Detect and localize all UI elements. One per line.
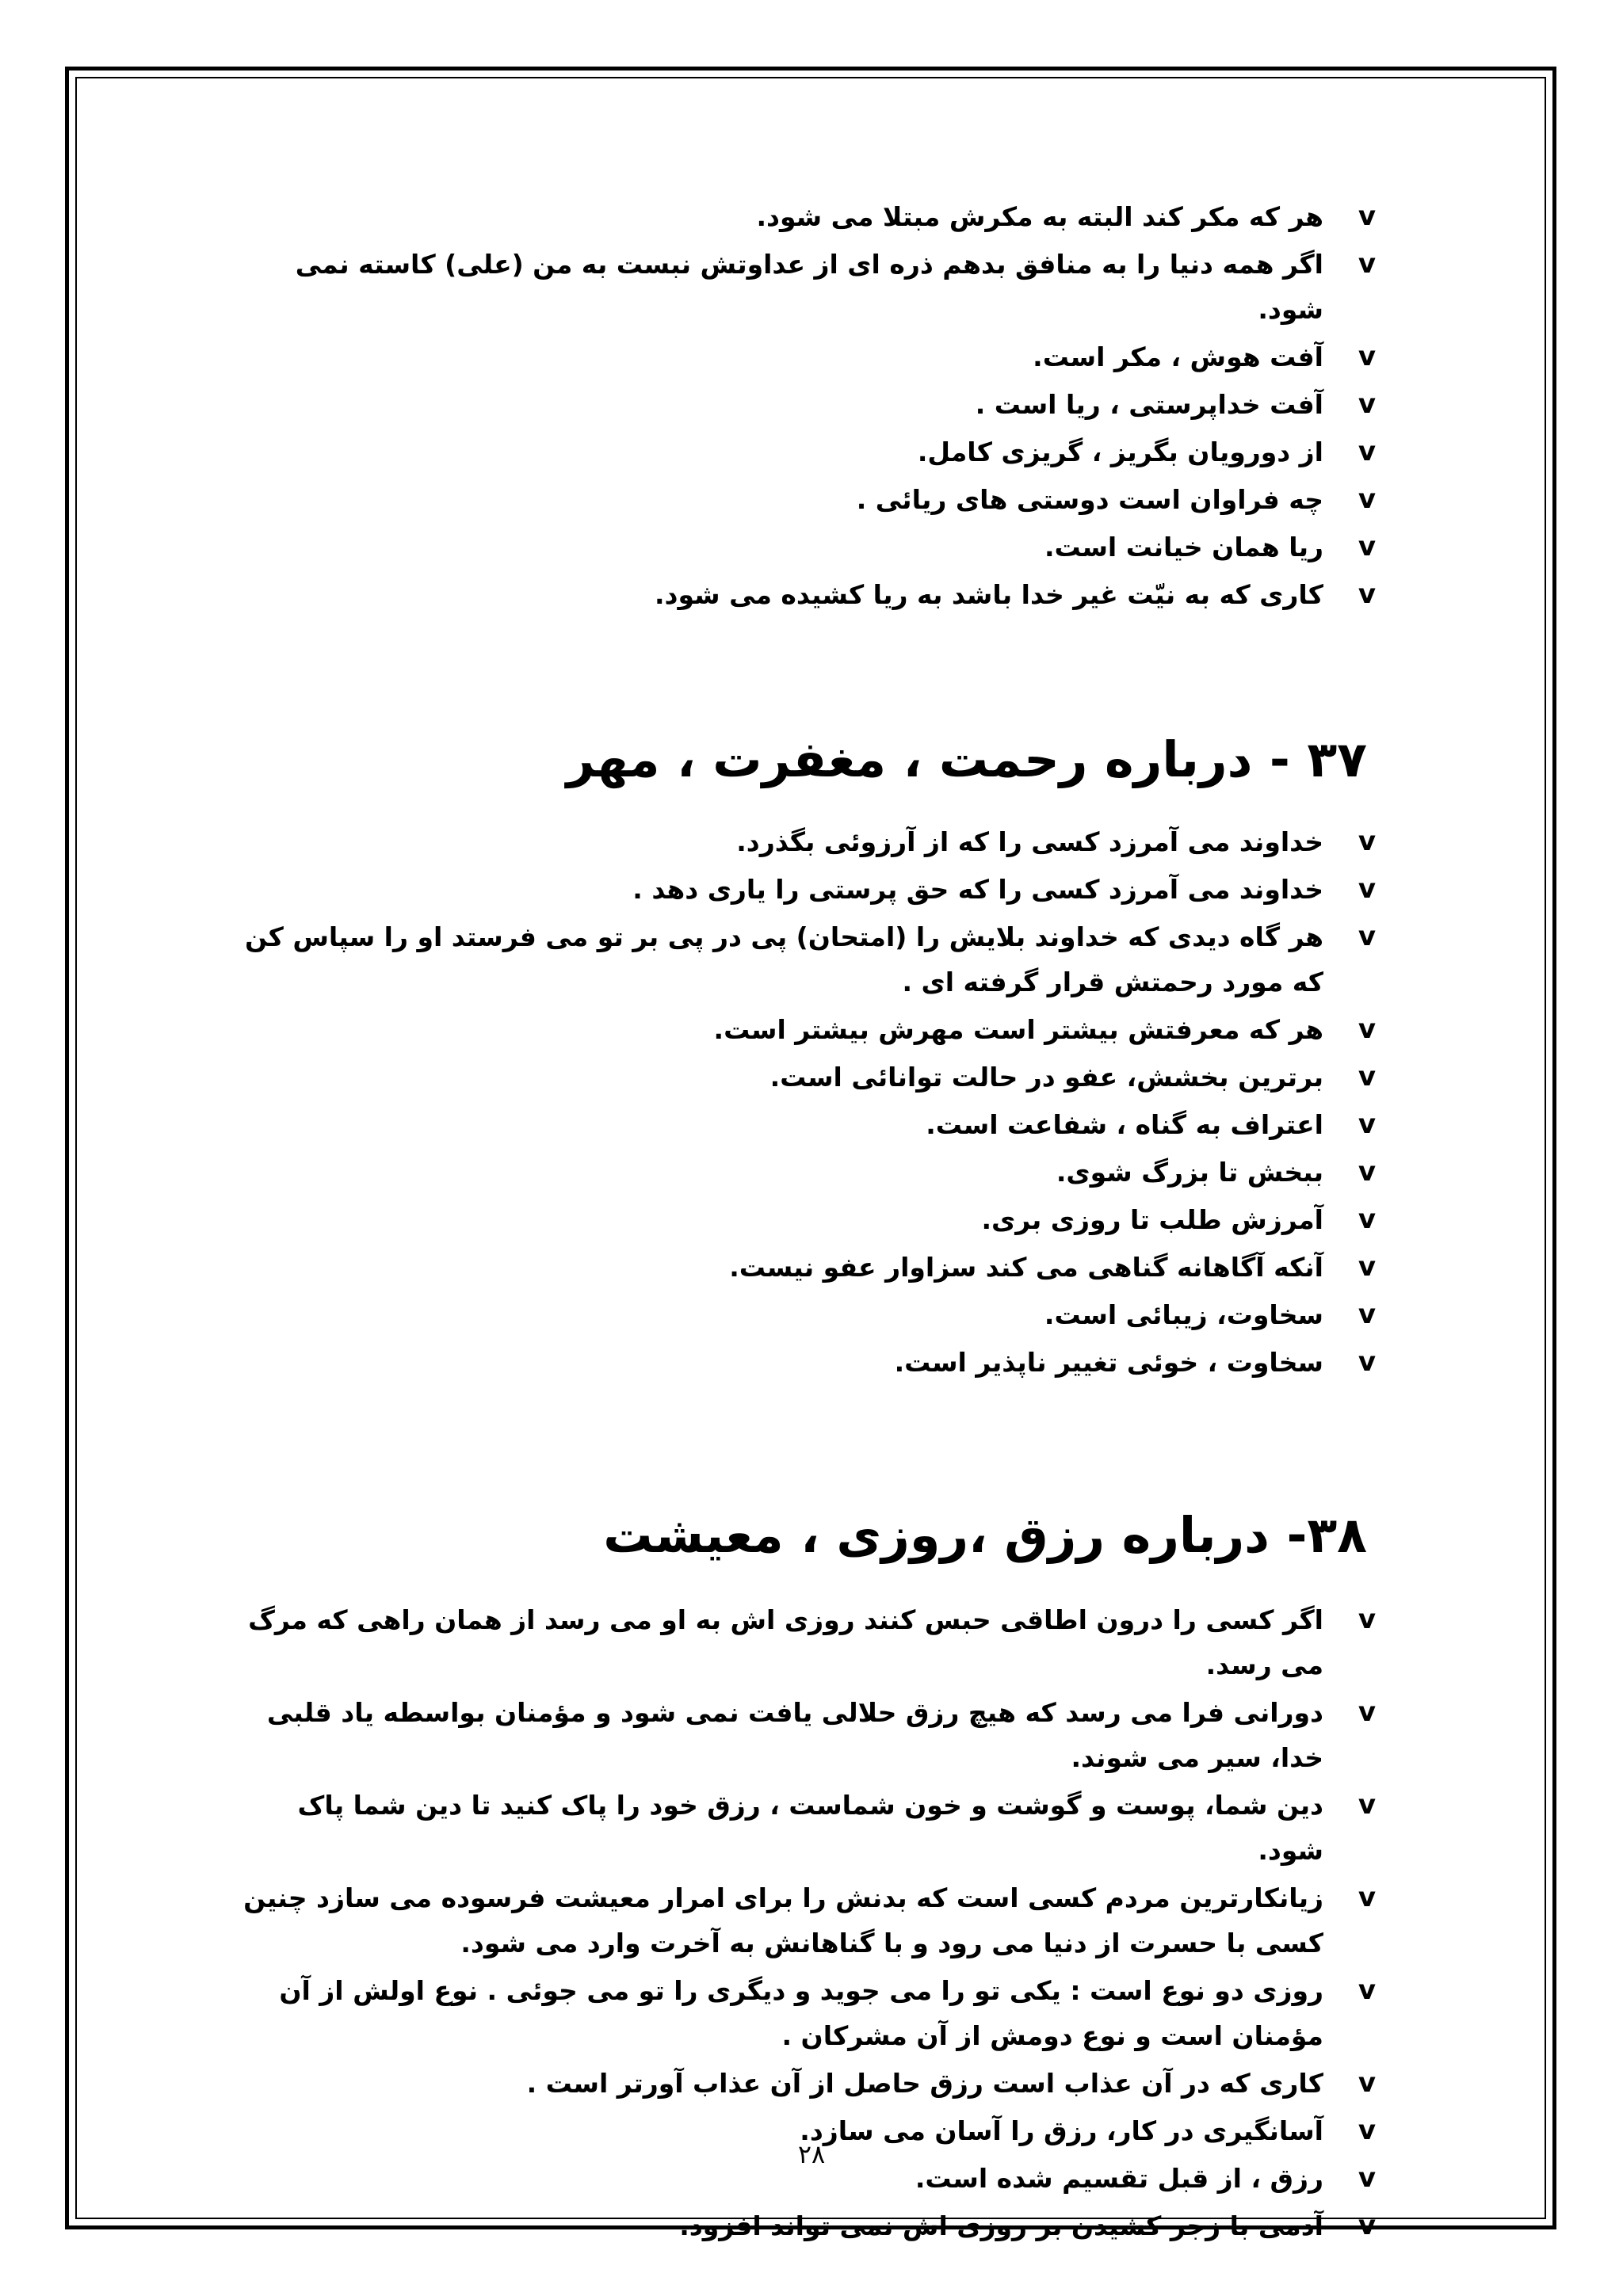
list-item — [230, 194, 1383, 239]
list-item-text: سخاوت، زیبائی است. — [1044, 1299, 1323, 1330]
list-item-text: آفت خداپرستی ، ریا است . — [975, 389, 1323, 420]
list-item — [230, 524, 1383, 570]
list-item-text: کاری که به نیّت غیر خدا باشد به ریا کشیده می شود. — [655, 579, 1323, 610]
list-item-text: سخاوت ، خوئی تغییر ناپذیر است. — [894, 1347, 1323, 1378]
check-bullet-icon: v — [1358, 436, 1377, 467]
check-bullet-icon: v — [1358, 483, 1377, 515]
list-item — [230, 429, 1383, 475]
list-item — [230, 1597, 1383, 1688]
list-item — [230, 819, 1383, 864]
check-bullet-icon: v — [1358, 248, 1377, 280]
list-item — [230, 1150, 1383, 1195]
list-item — [230, 867, 1383, 912]
list-item — [230, 242, 1383, 332]
list-item — [230, 1968, 1383, 2058]
check-bullet-icon: v — [1358, 1203, 1377, 1235]
list-item — [230, 2061, 1383, 2106]
list-item-text: از دورویان بگریز ، گریزی کامل. — [917, 437, 1323, 467]
check-bullet-icon: v — [1358, 200, 1377, 232]
list-item-text: ریا همان خیانت است. — [1044, 532, 1323, 563]
check-bullet-icon: v — [1358, 1789, 1377, 1821]
check-bullet-icon: v — [1358, 2162, 1377, 2194]
page-content — [230, 194, 1383, 2251]
check-bullet-icon: v — [1358, 826, 1377, 857]
list-item-text: دورانی فرا می رسد که هیچ رزق حلالی یافت نمی شود و مؤمنان بواسطه یاد قلبی خدا، سیر می شوند. — [266, 1697, 1323, 1773]
check-bullet-icon: v — [1358, 1604, 1377, 1635]
check-bullet-icon: v — [1358, 1974, 1377, 2006]
list-item-text: ببخش تا بزرگ شوی. — [1056, 1157, 1323, 1188]
list-item — [230, 334, 1383, 379]
list-item-text: برترین بخشش، عفو در حالت توانائی است. — [769, 1062, 1323, 1093]
check-bullet-icon: v — [1358, 1108, 1377, 1140]
list-item-text: زیانکارترین مردم کسی است که بدنش را برای امرار معیشت فرسوده می سازد چنین کسی با حسرت از دنیا می رود و با گناهانش به آخرت وارد می شود. — [243, 1882, 1323, 1958]
check-bullet-icon: v — [1358, 341, 1377, 372]
list-item-text: دین شما، پوست و گوشت و خون شماست ، رزق خود را پاک کنید تا دین شما پاک شود. — [297, 1790, 1323, 1866]
check-bullet-icon: v — [1358, 578, 1377, 610]
list-item-text: آدمی با زجر کشیدن بر روزی اش نمی تواند افزود. — [679, 2210, 1323, 2241]
intro-list — [230, 194, 1383, 617]
list-item — [230, 1292, 1383, 1337]
list-item-text: اعتراف به گناه ، شفاعت است. — [926, 1109, 1323, 1140]
check-bullet-icon: v — [1358, 388, 1377, 420]
list-item — [230, 2203, 1383, 2248]
list-item — [230, 1055, 1383, 1100]
list-item-text: روزی دو نوع است : یکی تو را می جوید و دیگری را تو می جوئی . نوع اولش از آن مؤمنان است و نوع دومش از آن مشرکان . — [279, 1975, 1323, 2051]
list-item-text: هر گاه دیدی که خداوند بلایش را (امتحان) پی در پی بر تو می فرستد او را سپاس کن که مورد رحمتش قرار گرفته ای . — [244, 921, 1323, 997]
check-bullet-icon: v — [1358, 1251, 1377, 1283]
list-item — [230, 382, 1383, 427]
list-item-text: رزق ، از قبل تقسیم شده است. — [915, 2163, 1323, 2194]
list-item-text: هر که معرفتش بیشتر است مهرش بیشتر است. — [713, 1014, 1323, 1045]
list-item — [230, 1690, 1383, 1780]
check-bullet-icon: v — [1358, 873, 1377, 905]
check-bullet-icon: v — [1358, 1882, 1377, 1913]
page-number: ۲۸ — [797, 2139, 826, 2169]
list-item-text: آسانگیری در کار، رزق را آسان می سازد. — [800, 2115, 1323, 2146]
check-bullet-icon: v — [1358, 531, 1377, 563]
check-bullet-icon: v — [1358, 921, 1377, 952]
list-item — [230, 1783, 1383, 1873]
list-item — [230, 1340, 1383, 1385]
list-item — [230, 1102, 1383, 1147]
list-item — [230, 572, 1383, 617]
check-bullet-icon: v — [1358, 1061, 1377, 1093]
list-item-text: آفت هوش ، مکر است. — [1033, 341, 1323, 372]
list-item — [230, 914, 1383, 1005]
list-item — [230, 1245, 1383, 1290]
list-item-text: اگر همه دنیا را به منافق بدهم ذره ای از عداوتش نبست به من (علی) کاسته نمی شود. — [295, 249, 1323, 325]
list-item-text: خداوند می آمرزد کسی را که حق پرستی را یاری دهد . — [632, 874, 1323, 905]
list-item — [230, 1197, 1383, 1242]
check-bullet-icon: v — [1358, 1156, 1377, 1188]
list-item-text: آنکه آگاهانه گناهی می کند سزاوار عفو نیست. — [729, 1252, 1323, 1283]
check-bullet-icon: v — [1358, 2210, 1377, 2241]
section-37-list — [230, 819, 1383, 1385]
list-item-text: اگر کسی را درون اطاقی حبس کنند روزی اش به او می رسد از همان راهی که مرگ می رسد. — [248, 1604, 1323, 1680]
section-37-heading: ۳۷ - درباره رحمت ، مغفرت ، مهر — [566, 730, 1367, 788]
check-bullet-icon: v — [1358, 1696, 1377, 1728]
check-bullet-icon: v — [1358, 1013, 1377, 1045]
check-bullet-icon: v — [1358, 2067, 1377, 2099]
list-item-text: خداوند می آمرزد کسی را که از آرزوئی بگذرد. — [736, 826, 1323, 857]
list-item — [230, 1875, 1383, 1966]
list-item-text: کاری که در آن عذاب است رزق حاصل از آن عذاب آورتر است . — [526, 2068, 1323, 2099]
list-item-text: هر که مکر کند البته به مکرش مبتلا می شود. — [756, 201, 1323, 232]
list-item — [230, 477, 1383, 522]
section-38-heading: ۳۸- درباره رزق ،روزی ، معیشت — [603, 1506, 1367, 1564]
check-bullet-icon: v — [1358, 2115, 1377, 2146]
list-item-text: چه فراوان است دوستی های ریائی . — [856, 484, 1323, 515]
check-bullet-icon: v — [1358, 1299, 1377, 1330]
check-bullet-icon: v — [1358, 1346, 1377, 1378]
list-item — [230, 1007, 1383, 1052]
list-item-text: آمرزش طلب تا روزی بری. — [981, 1204, 1323, 1235]
